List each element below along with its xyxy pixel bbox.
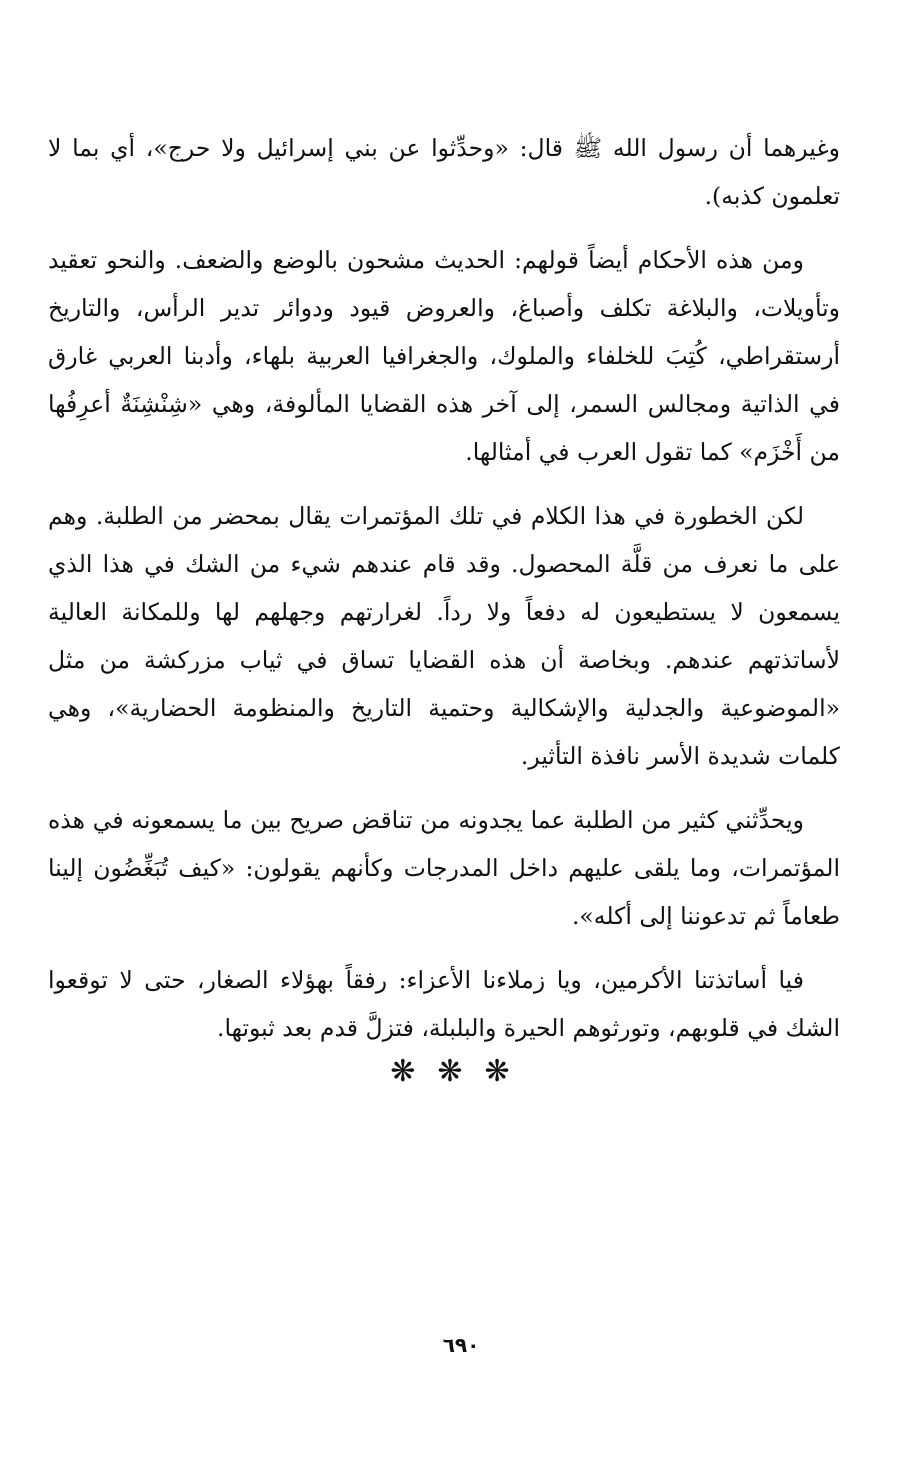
paragraph-1: وغيرهما أن رسول الله ﷺ قال: «وحدِّثوا عن بني إسرائيل ولا حرج»، أي بما لا تعلمون كذبه). [48,134,840,210]
paragraph-3: لكن الخطورة في هذا الكلام في تلك المؤتمرات يقال بمحضر من الطلبة. وهم على ما نعرف من قلَّة المحصول. وقد قام عندهم شيء من الشك في هذا الذي يسمعون لا يستطيعون له دفعاً ولا رداً. لغرارتهم وجهلهم لها وللمكانة العالية لأساتذتهم عندهم. وبخاصة أن هذه القضايا تساق في ثياب مزركشة من مثل «الموضوعية والجدلية والإشكالية وحتمية التاريخ والمنظومة الحضارية»، وهي كلمات شديدة الأسر نافذة التأثير. [48,502,840,770]
page-number: ٦٩٠ [442,1333,480,1357]
page-body [48,124,840,1068]
section-separator-asterisks: ❋❋❋ [390,1054,532,1089]
paragraph-2: ومن هذه الأحكام أيضاً قولهم: الحديث مشحون بالوضع والضعف. والنحو تعقيد وتأويلات، والبلاغة تكلف وأصباغ، والعروض قيود ودوائر تدير الرأس، والتاريخ أرستقراطي، كُتِبَ للخلفاء والملوك، والجغرافيا العربية بلهاء، وأدبنا العربي غارق في الذاتية ومجالس السمر، إلى آخر هذه القضايا المألوفة، وهي «شِنْشِنَةٌ أعرِفُها من أَخْزَم» كما تقول العرب في أمثالها. [48,246,840,466]
paragraph-5: فيا أساتذتنا الأكرمين، ويا زملاءنا الأعزاء: رفقاً بهؤلاء الصغار، حتى لا توقعوا الشك في قلوبهم، وتورثوهم الحيرة والبلبلة، فتزلَّ قدم بعد ثبوتها. [48,966,840,1042]
paragraph-4: ويحدِّثني كثير من الطلبة عما يجدونه من تناقض صريح بين ما يسمعونه في هذه المؤتمرات، وما يلقى عليهم داخل المدرجات وكأنهم يقولون: «كيف تُبَغِّضُون إلينا طعاماً ثم تدعوننا إلى أكله». [48,806,840,930]
